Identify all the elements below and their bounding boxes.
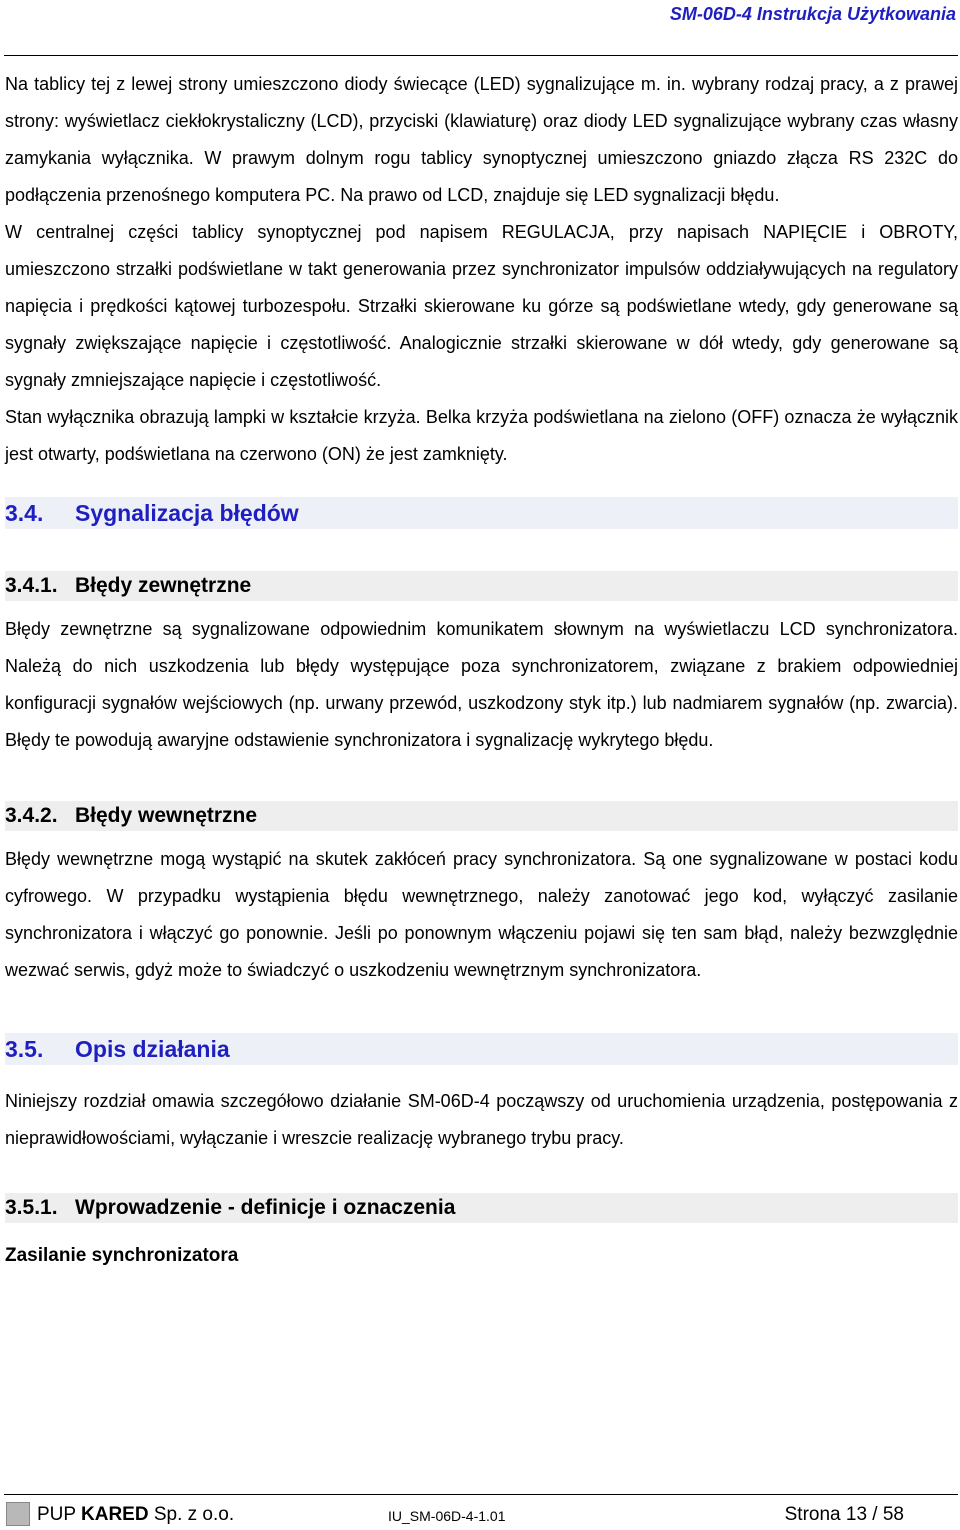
section-title: Opis działania	[75, 1036, 230, 1062]
section-title: Błędy wewnętrzne	[75, 804, 258, 827]
section-heading-3-4	[5, 497, 958, 529]
footer-document-id: IU_SM-06D-4-1.01	[388, 1508, 506, 1524]
footer-page-number: Strona 13 / 58	[784, 1504, 904, 1525]
section-number: 3.5.1.	[5, 1196, 58, 1219]
section-title: Wprowadzenie - definicje i oznaczenia	[75, 1196, 456, 1219]
paragraph-led: Na tablicy tej z lewej strony umieszczono diody świecące (LED) sygnalizujące m. in. wybrany rodzaj pracy, a z prawej strony: wyświetlacz ciekłokrystaliczny (LCD), przyciski (klawiaturę) oraz diody LED sygnalizujące wybrany czas własny zamykania wyłącznika. W prawym dolnym rogu tablicy synoptycznej umieszczono gniazdo złącza RS 232C do podłączenia przenośnego komputera PC. Na prawo od LCD, znajduje się LED sygnalizacji błędu.	[5, 74, 958, 205]
section-heading-3-4-1	[5, 571, 958, 601]
subheading-zasilanie: Zasilanie synchronizatora	[5, 1245, 239, 1266]
paragraph-bledy-zewnetrzne: Błędy zewnętrzne są sygnalizowane odpowiednim komunikatem słownym na wyświetlaczu LCD synchronizatora. Należą do nich uszkodzenia lub błędy występujące poza synchronizatorem, związane z brakiem odpowiedniej konfiguracji sygnałów wejściowych (np. urwany przewód, uszkodzony styk itp.) lub nadmiarem sygnałów (np. zwarcia). Błędy te powodują awaryjne odstawienie synchronizatora i sygnalizację wykrytego błędu.	[5, 619, 958, 750]
section-heading-3-5-1	[5, 1193, 958, 1223]
section-number: 3.5.	[5, 1036, 44, 1062]
paragraph-bledy-wewnetrzne: Błędy wewnętrzne mogą wystąpić na skutek zakłóceń pracy synchronizatora. Są one sygnalizowane w postaci kodu cyfrowego. W przypadku wystąpienia błędu wewnętrznego, należy zanotować jego kod, wyłączyć zasilanie synchronizatora i włączyć go ponownie. Jeśli po ponownym włączeniu pojawi się ten sam błąd, należy bezwzględnie wezwać serwis, gdyż może to świadczyć o uszkodzeniu wewnętrznym synchronizatora.	[5, 849, 958, 980]
paragraph-opis-dzialania: Niniejszy rozdział omawia szczegółowo działanie SM-06D-4 począwszy od uruchomienia urządzenia, postępowania z nieprawidłowościami, wyłączanie i wreszcie realizację wybranego trybu pracy.	[5, 1091, 958, 1148]
section-heading-3-5	[5, 1033, 958, 1065]
page-content	[5, 66, 958, 1274]
section-heading-3-4-2	[5, 801, 958, 831]
paragraph-wylacznik: Stan wyłącznika obrazują lampki w kształcie krzyża. Belka krzyża podświetlana na zielono (OFF) oznacza że wyłącznik jest otwarty, podświetlana na czerwono (ON) że jest zamknięty.	[5, 407, 958, 464]
section-number: 3.4.	[5, 500, 44, 526]
running-header-title: SM-06D-4 Instrukcja Użytkowania	[669, 4, 956, 24]
section-number: 3.4.2.	[5, 804, 58, 827]
section-number: 3.4.1.	[5, 574, 58, 597]
paragraph-regulacja: W centralnej części tablicy synoptycznej pod napisem REGULACJA, przy napisach NAPIĘCIE i OBROTY, umieszczono strzałki podświetlane w takt generowania przez synchronizator impulsów oddziaływujących na regulatory napięcia i prędkości kątowej turbozespołu. Strzałki skierowane ku górze są podświetlane wtedy, gdy generowane są sygnały zwiększające napięcie i częstotliwość. Analogicznie strzałki skierowane w dół wtedy, gdy generowane są sygnały zmniejszające napięcie i częstotliwość.	[5, 222, 958, 390]
section-title: Sygnalizacja błędów	[75, 500, 299, 526]
header-rule	[4, 55, 958, 56]
footer-rule	[4, 1494, 958, 1495]
page-footer	[4, 1502, 958, 1530]
section-title: Błędy zewnętrzne	[75, 574, 252, 597]
footer-company: PUP KARED Sp. z o.o.	[37, 1504, 235, 1525]
company-logo-icon	[6, 1502, 30, 1526]
